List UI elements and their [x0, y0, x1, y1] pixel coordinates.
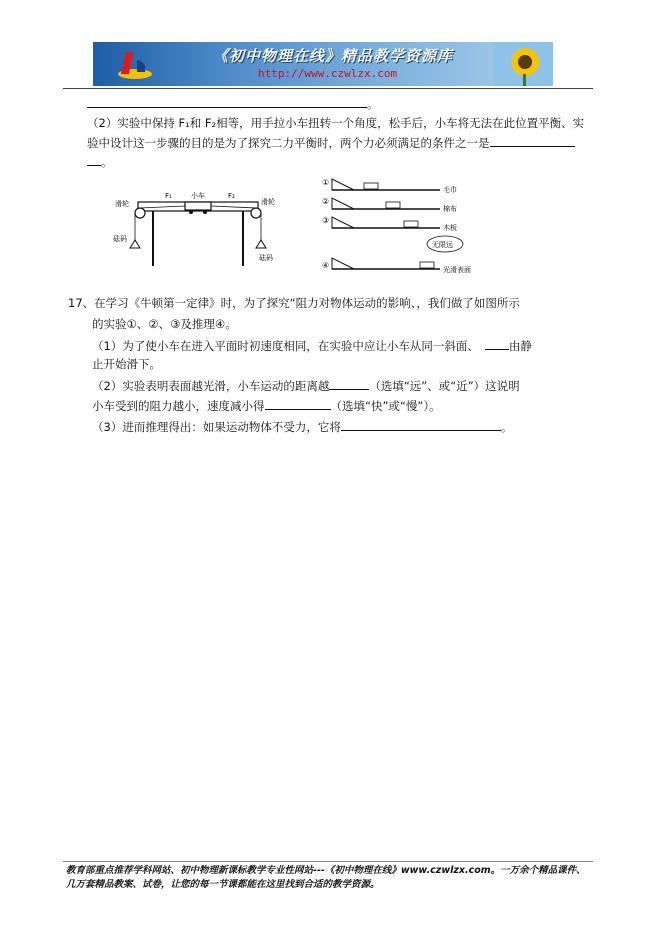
label-pulley-right: 滑轮 — [261, 198, 275, 206]
q17-part2-line2 — [92, 397, 441, 414]
answer-blank[interactable] — [341, 418, 501, 431]
answer-blank[interactable] — [490, 134, 575, 147]
footer-rule — [63, 861, 593, 862]
banner-url[interactable]: http://www.czwlzx.com — [258, 67, 398, 80]
q17-part1-text-b: 由静 — [508, 339, 532, 353]
setup-4-surface: 光滑表面 — [443, 266, 471, 274]
setup-1 — [322, 178, 457, 194]
label-pulley-left: 滑轮 — [115, 200, 129, 208]
q17-part1-text-a: （1）为了使小车在进入平面时初速度相同，在实验中应让小车从同一斜面、 — [92, 339, 479, 353]
label-weight-left: 砝码 — [113, 235, 127, 243]
setup-2-surface: 棉布 — [443, 205, 457, 213]
q17-line1 — [68, 295, 520, 311]
q17-part2-text-c: 小车受到的阻力越小，速度减小得 — [92, 399, 265, 413]
weight-left — [130, 240, 140, 248]
q-part2-line1: （2）实验中保持 F₁和 F₂相等，用手拉小车扭转一个角度，松手后，小车将无法在此位置平衡、实 — [87, 116, 585, 130]
setup-4 — [322, 236, 471, 274]
site-logo-icon — [115, 48, 155, 82]
q17-part2-line1 — [92, 377, 520, 394]
footer-line1: 教育部重点推荐学科网站、初中物理新课标教学专业性网站---《初中物理在线》www.czwlzx.com。一万余个精品课件、 — [66, 865, 586, 876]
answer-blank[interactable] — [87, 95, 367, 108]
q17-line1-text: 在学习《牛顿第一定律》时，为了探究“阻力对物体运动的影响、，我们做了如图所示 — [94, 296, 520, 310]
label-f1: F₁ — [165, 192, 172, 200]
setup-1-number: ① — [322, 178, 330, 187]
q17-part2-text-d: （选填“快”或“慢”）。 — [330, 399, 441, 413]
footer-line2: 几万套精品教案、试卷，让您的每一节课都能在这里找到合适的教学资源。 — [66, 879, 380, 890]
period-mark: 。 — [367, 97, 379, 111]
answer-blank-line — [87, 95, 379, 112]
q-part2-line3 — [87, 153, 113, 170]
pulley-right — [251, 208, 261, 218]
q17-part1-line2: 止开始滑下。 — [92, 357, 161, 371]
answer-blank[interactable] — [485, 337, 509, 350]
q17-number: 17、 — [68, 296, 95, 310]
q17-part3-text: （3）进而推理得出：如果运动物体不受力，它将 — [92, 420, 341, 434]
bubble-text: 无限远 — [432, 241, 453, 249]
banner-title: 《初中物理在线》精品教学资源库 — [213, 47, 454, 65]
sunflower-icon — [493, 42, 553, 86]
q17-part2-text-b: （选填“远”、或“近”）这说明 — [369, 379, 520, 393]
setup-2-number: ② — [322, 197, 330, 206]
newton-first-law-figure — [320, 176, 500, 276]
q17-part1-line1 — [92, 337, 532, 354]
setup-1-surface: 毛巾 — [443, 186, 457, 194]
setup-3 — [322, 216, 457, 232]
header-banner — [93, 42, 553, 86]
label-car: 小车 — [191, 192, 205, 200]
answer-blank[interactable] — [87, 153, 101, 166]
label-f2: F₂ — [228, 192, 235, 200]
period-mark: 。 — [101, 155, 113, 169]
pulley-left — [135, 208, 145, 218]
q17-part3-line — [92, 418, 512, 435]
answer-blank[interactable] — [265, 397, 331, 410]
label-weight-right: 砝码 — [259, 254, 273, 262]
footer-note — [66, 864, 586, 892]
q17-part2-text-a: （2）实验表明表面越光滑，小车运动的距离越 — [92, 379, 330, 393]
cart — [185, 202, 211, 210]
setup-3-number: ③ — [322, 216, 330, 225]
answer-blank[interactable] — [329, 377, 369, 390]
q-part2-line2-text: 验中设计这一步骤的目的是为了探究二力平衡时，两个力必须满足的条件之一是 — [87, 136, 490, 150]
period-mark: 。 — [500, 420, 513, 434]
q-part2-line2 — [87, 134, 575, 151]
setup-2 — [322, 197, 457, 213]
setup-4-number: ④ — [322, 261, 330, 270]
setup-3-surface: 木板 — [443, 224, 457, 232]
header-rule — [63, 88, 593, 89]
q17-line2: 的实验①、②、③及推理④。 — [92, 317, 237, 331]
weight-right — [256, 240, 266, 248]
two-force-balance-figure — [113, 188, 283, 270]
